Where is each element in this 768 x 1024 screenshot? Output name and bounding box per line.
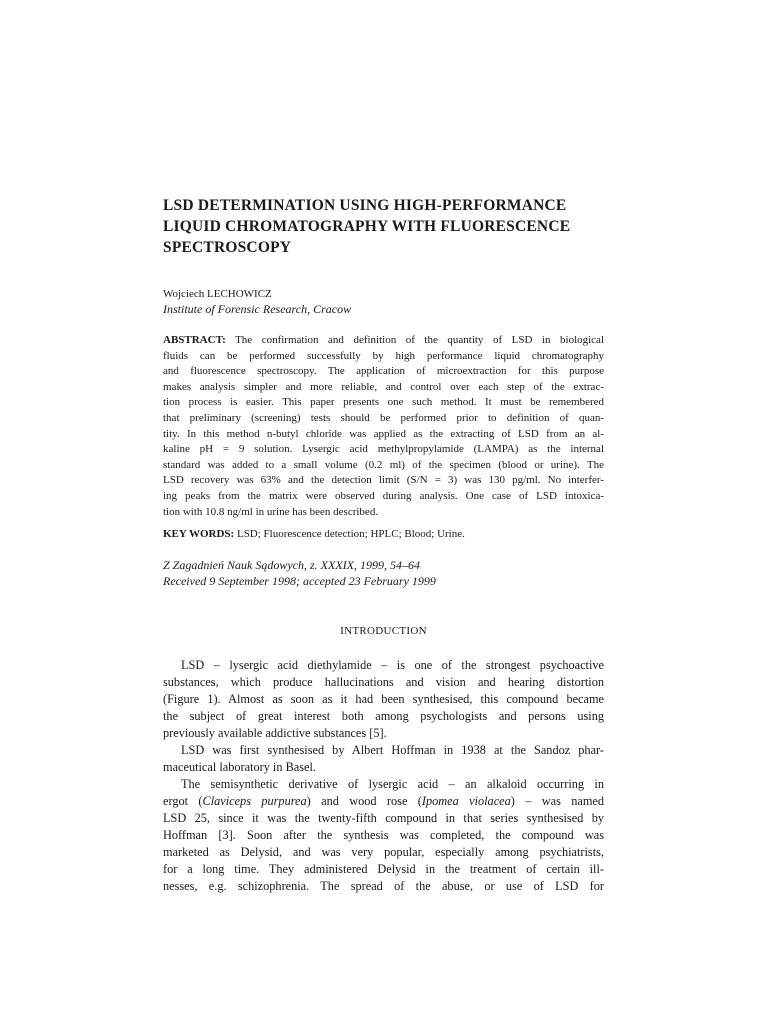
section-heading: INTRODUCTION <box>340 625 427 637</box>
abstract-line: LSD recovery was 63% and the detection limit (S/N = 3) was 130 pg/ml. No interfer- <box>163 474 604 487</box>
abstract-line: makes analysis simpler and more reliable, and control over each step of the extrac- <box>163 380 604 393</box>
abstract-line: and fluorescence spectroscopy. The application of microextraction for this purpose <box>163 365 604 378</box>
title-line: LIQUID CHROMATOGRAPHY WITH FLUORESCENCE <box>163 218 571 235</box>
keywords <box>163 527 465 542</box>
author-block <box>163 287 351 317</box>
body-line: (Figure 1). Almost as soon as it had been synthesised, this compound became <box>163 692 604 706</box>
body-text-run: ergot ( <box>163 794 203 808</box>
abstract-line: tion with 10.8 ng/ml in urine has been described. <box>163 505 379 518</box>
body-line: LSD 25, since it was the twenty-fifth compound in that series synthesised by <box>163 811 604 825</box>
body-text <box>163 657 604 895</box>
body-line: The semisynthetic derivative of lysergic acid – an alkaloid occurring in <box>181 777 604 791</box>
title-line: LSD DETERMINATION USING HIGH-PERFORMANCE <box>163 197 567 214</box>
body-line <box>163 793 604 810</box>
abstract-line: that preliminary (screening) tests should be performed prior to definition of quan- <box>163 411 604 424</box>
species-name: Claviceps purpurea <box>202 794 307 808</box>
abstract-line: fluids can be performed successfully by high performance liquid chromatography <box>163 349 604 362</box>
keywords-text: LSD; Fluorescence detection; HPLC; Blood; Urine. <box>234 528 465 540</box>
abstract-line: tity. In this method n-butyl chloride was applied as the extracting of LSD from an al- <box>163 427 604 440</box>
body-line: marketed as Delysid, and was very popular, especially among psychiatrists, <box>163 845 604 859</box>
body-line: Hoffman [3]. Soon after the synthesis was completed, the compound was <box>163 828 604 842</box>
species-name: Ipomea violacea <box>421 794 511 808</box>
body-text-run: ) – was named <box>510 794 604 808</box>
body-line: LSD – lysergic acid diethylamide – is one of the strongest psychoactive <box>181 658 604 672</box>
body-line: substances, which produce hallucinations and vision and hearing distortion <box>163 675 604 689</box>
abstract-line: kaline pH = 9 solution. Lysergic acid methylpropylamide (LAMPA) as the internal <box>163 443 604 456</box>
received-dates: Received 9 September 1998; accepted 23 February 1999 <box>163 574 436 588</box>
abstract-line: standard was added to a small volume (0.2 ml) of the specimen (blood or urine). The <box>163 458 604 471</box>
body-text-run: ) and wood rose ( <box>306 794 422 808</box>
body-line: previously available addictive substances [5]. <box>163 726 387 740</box>
abstract-text: The confirmation and definition of the quantity of LSD in biological <box>225 334 604 346</box>
keywords-label: KEY WORDS: <box>163 528 235 540</box>
body-line: maceutical laboratory in Basel. <box>163 760 316 774</box>
journal-reference: Z Zagadnień Nauk Sądowych, z. XXXIX, 1999, 54–64 <box>163 558 420 572</box>
citation <box>163 557 436 589</box>
body-line: for a long time. They administered Delysid in the treatment of certain ill- <box>163 862 604 876</box>
author-name: Wojciech LECHOWICZ <box>163 288 272 300</box>
article-title <box>163 195 604 258</box>
body-line: the subject of great interest both among psychologists and persons using <box>163 709 604 723</box>
abstract-label: ABSTRACT: <box>163 334 226 346</box>
abstract-line: tion process is easier. This paper presents one such method. It must be remembered <box>163 396 604 409</box>
abstract <box>163 333 604 520</box>
body-line: nesses, e.g. schizophrenia. The spread of the abuse, or use of LSD for <box>163 879 604 893</box>
author-institution: Institute of Forensic Research, Cracow <box>163 302 352 316</box>
abstract-line <box>163 333 604 349</box>
title-line: SPECTROSCOPY <box>163 239 292 256</box>
abstract-line: ing peaks from the matrix were observed during analysis. One case of LSD intoxica- <box>163 489 604 502</box>
body-line: LSD was first synthesised by Albert Hoffman in 1938 at the Sandoz phar- <box>181 743 604 757</box>
